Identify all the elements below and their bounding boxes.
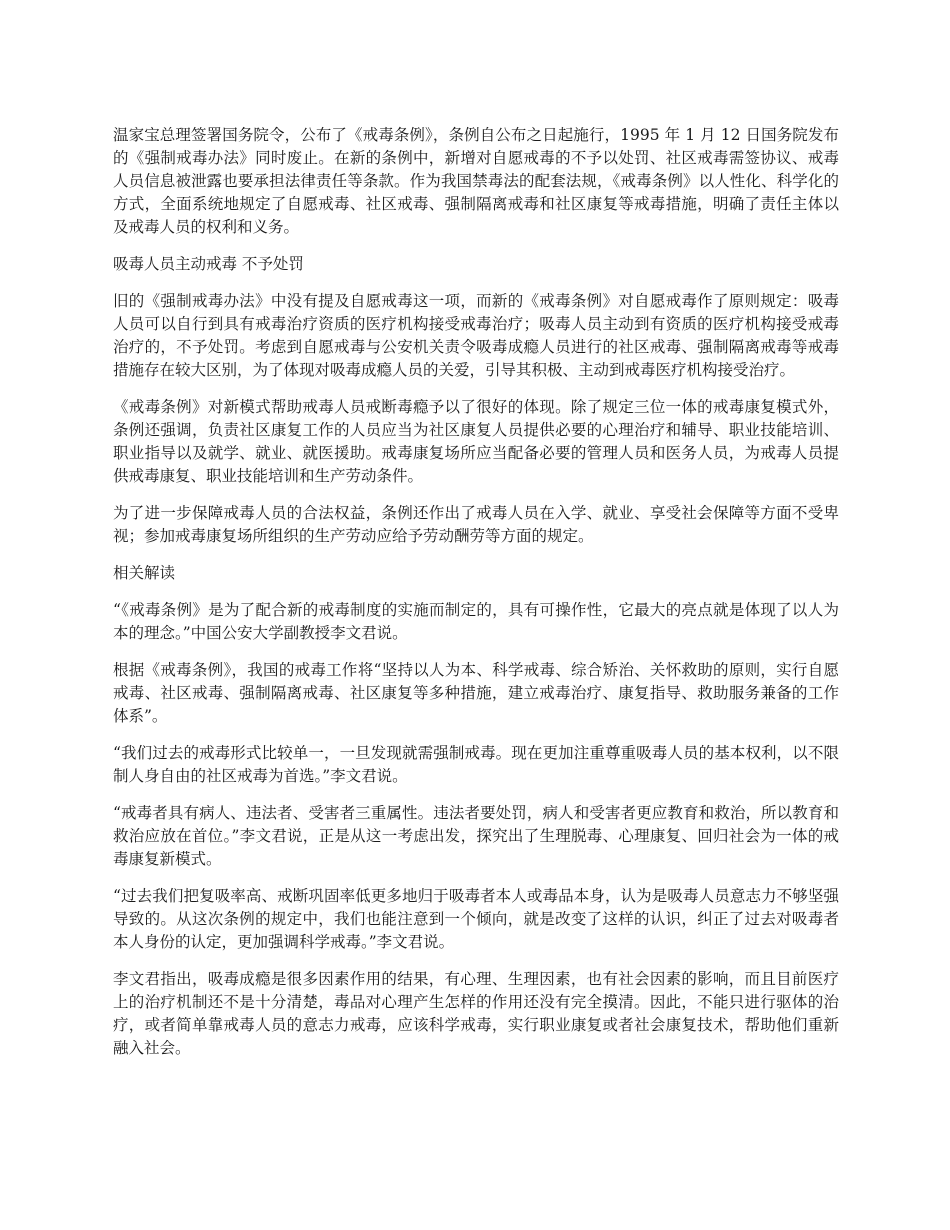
paragraph-conclusion: 李文君指出，吸毒成瘾是很多因素作用的结果，有心理、生理因素，也有社会因素的影响，而且目前医疗上的治疗机制还不是十分清楚，毒品对心理产生怎样的作用还没有完全摸清。因此，不能只进行驱体的治疗，或者简单靠戒毒人员的意志力戒毒，应该科学戒毒，实行职业康复或者社会康复技术，帮助他们重新融入社会。: [113, 970, 839, 1057]
paragraph-old-regulation: 旧的《强制戒毒办法》中没有提及自愿戒毒这一项，而新的《戒毒条例》对自愿戒毒作了原则规定：吸毒人员可以自行到具有戒毒治疗资质的医疗机构接受戒毒治疗；吸毒人员主动到有资质的医疗机构接受戒毒治疗的，不予处罚。考虑到自愿戒毒与公安机关责令吸毒成瘾人员进行的社区戒毒、强制隔离戒毒等戒毒措施存在较大区别，为了体现对吸毒成瘾人员的关爱，引导其积极、主动到戒毒医疗机构接受治疗。: [113, 292, 839, 379]
paragraph-new-model: 《戒毒条例》对新模式帮助戒毒人员戒断毒瘾予以了很好的体现。除了规定三位一体的戒毒康复模式外，条例还强调，负责社区康复工作的人员应当为社区康复人员提供必要的心理治疗和辅导、职业技能培训、职业指导以及就学、就业、就医援助。戒毒康复场所应当配备必要的管理人员和医务人员，为戒毒人员提供戒毒康复、职业技能培训和生产劳动条件。: [113, 398, 839, 485]
paragraph-quote-relapse: “过去我们把复吸率高、戒断巩固率低更多地归于吸毒者本人或毒品本身，认为是吸毒人员意志力不够坚强导致的。从这次条例的规定中，我们也能注意到一个倾向，就是改变了这样的认识，纠正了过去对吸毒者本人身份的认定，更加强调科学戒毒。”李文君说。: [113, 887, 839, 951]
paragraph-quote-past-form: “我们过去的戒毒形式比较单一，一旦发现就需强制戒毒。现在更加注重尊重吸毒人员的基本权利，以不限制人身自由的社区戒毒为首选。”李文君说。: [113, 744, 839, 785]
paragraph-quote-attributes: “戒毒者具有病人、违法者、受害者三重属性。违法者要处罚，病人和受害者更应教育和救治，所以教育和救治应放在首位。”李文君说，正是从这一考虑出发，探究出了生理脱毒、心理康复、回归社会为一体的戒毒康复新模式。: [113, 804, 839, 868]
paragraph-rights: 为了进一步保障戒毒人员的合法权益，条例还作出了戒毒人员在入学、就业、享受社会保障等方面不受卑视；参加戒毒康复场所组织的生产劳动应给予劳动酬劳等方面的规定。: [113, 504, 839, 545]
paragraph-principles: 根据《戒毒条例》，我国的戒毒工作将“坚持以人为本、科学戒毒、综合矫治、关怀救助的原则，实行自愿戒毒、社区戒毒、强制隔离戒毒、社区康复等多种措施，建立戒毒治疗、康复指导、救助服务兼备的工作体系”。: [113, 661, 839, 725]
paragraph-intro: 温家宝总理签署国务院令，公布了《戒毒条例》，条例自公布之日起施行，1995 年 1 月 12 日国务院发布的《强制戒毒办法》同时废止。在新的条例中，新增对自愿戒毒的不予以处罚、社区戒毒需签协议、戒毒人员信息被泄露也要承担法律责任等条款。作为我国禁毒法的配套法规，《戒毒条例》以人性化、科学化的方式，全面系统地规定了自愿戒毒、社区戒毒、强制隔离戒毒和社区康复等戒毒措施，明确了责任主体以及戒毒人员的权利和义务。: [113, 126, 839, 236]
section-heading-interpretation: 相关解读: [113, 564, 176, 582]
section-heading-voluntary-rehab: 吸毒人员主动戒毒 不予处罚: [113, 255, 304, 273]
paragraph-quote-highlight: “《戒毒条例》是为了配合新的戒毒制度的实施而制定的，具有可操作性，它最大的亮点就是体现了以人为本的理念。”中国公安大学副教授李文君说。: [113, 601, 839, 642]
document-page: [113, 124, 839, 1074]
